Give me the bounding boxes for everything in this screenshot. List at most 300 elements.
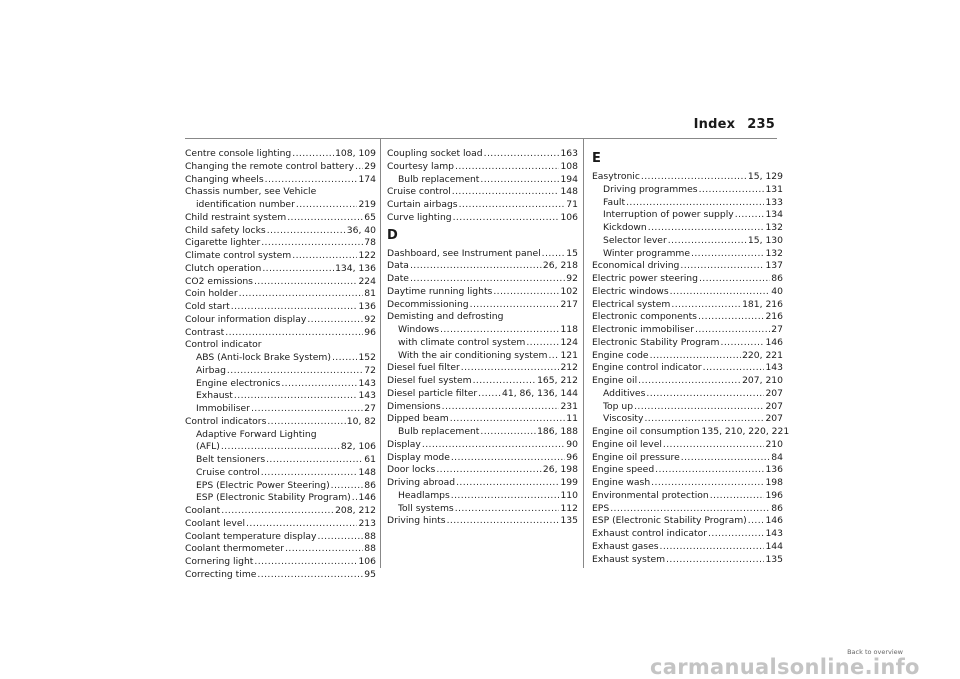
index-entry-pages: 110 — [560, 489, 578, 501]
index-entry-pages: 112 — [560, 502, 578, 514]
index-entry-pages: 95 — [364, 568, 376, 580]
index-entry-pages: 88 — [364, 543, 376, 555]
index-entry-pages: 196 — [765, 489, 783, 501]
index-entry[interactable] — [185, 199, 376, 212]
index-entry[interactable] — [185, 390, 376, 403]
index-entry-term: Child restraint system — [185, 211, 287, 223]
index-entry-pages: 208, 212 — [335, 505, 376, 516]
index-entry-pages: 220, 221 — [742, 349, 783, 361]
index-entry[interactable] — [185, 225, 376, 238]
dot-leader — [352, 492, 358, 505]
index-entry-pages: 26, 218 — [542, 260, 578, 272]
index-entry[interactable] — [592, 452, 783, 465]
index-entry[interactable] — [185, 174, 376, 187]
dot-leader — [480, 174, 559, 187]
index-entry-term: Decommissioning — [387, 298, 469, 310]
index-entry-pages: 86 — [771, 273, 783, 284]
dot-leader — [641, 171, 747, 184]
dot-leader — [227, 365, 363, 378]
index-entry[interactable] — [592, 464, 783, 477]
index-entry-term: Driving hints — [387, 515, 446, 527]
index-entry[interactable] — [592, 235, 783, 248]
index-entry[interactable] — [185, 531, 376, 544]
index-entry-term: Dimensions — [387, 400, 441, 412]
dot-leader — [239, 288, 364, 301]
index-entry[interactable] — [387, 464, 578, 477]
index-entry-term: Windows — [398, 324, 440, 335]
dot-leader — [451, 452, 565, 465]
index-entry[interactable] — [592, 426, 790, 439]
index-entry[interactable] — [592, 413, 783, 426]
index-entry[interactable] — [185, 378, 376, 391]
index-entry-pages: 118 — [560, 324, 578, 335]
index-entry[interactable] — [592, 362, 783, 375]
dot-leader — [410, 260, 542, 273]
column-divider — [583, 138, 584, 568]
dot-leader — [251, 403, 363, 416]
dot-leader — [671, 299, 741, 312]
dot-leader — [267, 416, 345, 429]
index-entry-term: Date — [387, 273, 409, 284]
index-entry[interactable] — [387, 286, 578, 299]
index-entry[interactable] — [387, 477, 578, 490]
index-entry[interactable] — [387, 503, 578, 516]
index-entry[interactable] — [185, 365, 376, 378]
index-entry-term: Display mode — [387, 451, 450, 463]
index-entry-term: Engine control indicator — [592, 362, 702, 374]
index-entry[interactable] — [387, 350, 578, 363]
index-entry-term: Electric windows — [592, 285, 669, 297]
dot-leader — [267, 225, 346, 238]
dot-leader — [691, 248, 764, 261]
index-entry[interactable] — [185, 161, 376, 174]
index-entry[interactable] — [387, 401, 578, 414]
index-entry-term: Exhaust gases — [592, 540, 659, 552]
index-entry-term: Changing wheels — [185, 173, 264, 185]
index-entry-pages: 61 — [364, 454, 376, 465]
dot-leader — [670, 286, 771, 299]
index-entry-pages: 146 — [765, 515, 783, 527]
dot-leader — [680, 260, 764, 273]
index-entry-term: Electronic immobiliser — [592, 324, 694, 335]
dot-leader — [332, 352, 358, 365]
index-entry[interactable] — [387, 413, 578, 426]
dot-leader — [703, 362, 765, 375]
index-entry[interactable] — [185, 569, 376, 582]
index-entry-term: Cruise control — [387, 186, 451, 198]
index-entry[interactable] — [185, 212, 376, 225]
index-entry-term: Exhaust — [196, 390, 233, 402]
index-entry[interactable] — [592, 222, 783, 235]
index-entry-term: Display — [387, 438, 421, 450]
index-entry-pages: 198 — [765, 477, 783, 488]
index-entry-pages: 133 — [765, 196, 783, 208]
index-entry-term: Coolant temperature display — [185, 530, 317, 542]
index-entry-pages: 15, 129 — [747, 171, 783, 182]
index-entry[interactable] — [185, 518, 376, 531]
index-entry[interactable] — [387, 375, 578, 388]
dot-leader — [699, 273, 770, 286]
dot-leader — [650, 350, 742, 363]
index-entry-pages: 207 — [765, 387, 783, 399]
index-entry-term: Courtesy lamp — [387, 160, 454, 172]
index-entry[interactable] — [387, 148, 578, 161]
dot-leader — [548, 350, 559, 363]
index-entry-pages: 88 — [364, 530, 376, 542]
index-entry-pages: 72 — [364, 364, 376, 376]
index-entry-pages: 210 — [765, 438, 783, 450]
dot-leader — [456, 477, 559, 490]
index-entry-term: Cigarette lighter — [185, 237, 261, 249]
index-entry-term: Winter programme — [603, 247, 691, 259]
index-entry-term: Control indicators — [185, 415, 267, 427]
column-divider — [380, 138, 381, 568]
index-entry-pages: 65 — [364, 211, 376, 223]
index-entry-pages: 143 — [765, 362, 783, 374]
index-entry-pages: 27 — [364, 403, 376, 414]
dot-leader — [451, 490, 560, 503]
dot-leader — [655, 464, 764, 477]
index-entry-term: Coolant level — [185, 517, 246, 529]
index-entry-term: Interruption of power supply — [603, 209, 734, 221]
index-entry[interactable] — [185, 492, 376, 505]
index-entry[interactable] — [592, 490, 783, 503]
index-entry-pages: 212 — [560, 362, 578, 374]
index-entry[interactable] — [592, 273, 783, 286]
index-entry[interactable] — [185, 148, 376, 161]
index-entry[interactable] — [387, 299, 578, 312]
dot-leader — [484, 148, 560, 161]
index-entry[interactable] — [592, 350, 783, 363]
dot-leader — [261, 467, 358, 480]
dot-leader — [296, 199, 358, 212]
index-entry[interactable] — [185, 403, 376, 416]
index-entry-term: Data — [387, 260, 409, 272]
index-entry-pages: 207 — [765, 400, 783, 412]
dot-leader — [526, 337, 559, 350]
index-entry[interactable] — [185, 556, 376, 569]
index-entry-pages: 181, 216 — [742, 298, 783, 310]
dot-leader — [646, 388, 764, 401]
dot-leader — [450, 413, 566, 426]
index-entry-pages: 143 — [358, 377, 376, 389]
dot-leader — [307, 314, 363, 327]
index-entry-pages: 165, 212 — [537, 375, 578, 386]
index-entry-term: CO2 emissions — [185, 275, 253, 287]
index-entry-term: Daytime running lights — [387, 285, 493, 297]
index-entry-term: Clutch operation — [185, 262, 262, 274]
index-entry[interactable] — [592, 528, 783, 541]
index-entry-pages: 144 — [765, 540, 783, 552]
index-entry-term: Diesel particle filter — [387, 387, 478, 399]
index-entry[interactable] — [387, 324, 578, 337]
index-entry[interactable] — [387, 452, 578, 465]
index-entry-term: Cold start — [185, 301, 230, 312]
index-entry-term: Exhaust system — [592, 553, 666, 565]
dot-leader — [708, 528, 764, 541]
index-entry-term: Environmental protection — [592, 489, 709, 501]
index-entry-term: Diesel fuel system — [387, 375, 472, 386]
index-entry[interactable] — [387, 439, 578, 452]
index-entry-term: With the air conditioning system — [398, 349, 548, 361]
dot-leader — [735, 209, 765, 222]
dot-leader — [455, 503, 560, 516]
index-entry-term: Economical driving — [592, 260, 680, 272]
index-entry[interactable] — [592, 503, 783, 516]
index-entry[interactable] — [185, 314, 376, 327]
index-entry-term: Child safety locks — [185, 224, 266, 236]
index-entry-pages: 132 — [765, 247, 783, 259]
index-entry-pages: 86 — [771, 502, 783, 514]
index-entry-term: Coolant — [185, 505, 221, 516]
index-entry[interactable] — [185, 237, 376, 250]
dot-leader — [626, 197, 764, 210]
dot-leader — [698, 311, 764, 324]
index-entry-pages: 231 — [560, 400, 578, 412]
dot-leader — [455, 161, 559, 174]
index-entry-pages: 26, 198 — [542, 464, 578, 476]
dot-leader — [355, 161, 363, 174]
index-entry-pages: 106 — [358, 556, 376, 567]
dot-leader — [292, 250, 357, 263]
index-entry-pages: 102 — [560, 285, 578, 297]
dot-leader — [436, 464, 542, 477]
index-entry-term: Changing the remote control battery — [185, 160, 354, 172]
index-entry[interactable] — [592, 209, 783, 222]
index-letter-heading: E — [592, 151, 601, 166]
dot-leader — [225, 327, 363, 340]
index-entry-pages: 146 — [358, 492, 376, 504]
index-entry-pages: 15 — [566, 247, 578, 259]
index-entry-pages: 137 — [765, 260, 783, 272]
dot-leader — [317, 531, 363, 544]
dot-leader — [478, 388, 501, 401]
index-entry[interactable] — [387, 260, 578, 273]
dot-leader — [257, 569, 363, 582]
index-entry-pages: 29 — [364, 160, 376, 172]
index-entry[interactable] — [592, 477, 783, 490]
index-subheading: Demisting and defrosting — [387, 311, 504, 323]
index-entry-term: EPS — [592, 502, 610, 514]
index-entry[interactable] — [592, 197, 783, 210]
index-entry-pages: 40 — [771, 285, 783, 297]
dot-leader — [634, 401, 764, 414]
dot-leader — [473, 375, 536, 388]
index-entry[interactable] — [387, 515, 578, 528]
dot-leader — [710, 490, 765, 503]
index-entry[interactable] — [185, 505, 376, 518]
index-entry[interactable] — [387, 199, 578, 212]
dot-leader — [266, 454, 363, 467]
index-entry[interactable] — [185, 301, 376, 314]
index-entry[interactable] — [185, 416, 376, 429]
index-entry-pages: 207 — [765, 413, 783, 425]
index-subheading: Chassis number, see Vehicle — [185, 186, 317, 198]
index-entry-term: Top up — [603, 400, 634, 412]
index-entry[interactable] — [592, 184, 783, 197]
index-entry[interactable] — [387, 161, 578, 174]
index-entry-term: Easytronic — [592, 171, 640, 182]
index-entry[interactable] — [387, 174, 578, 187]
index-entry-pages: 81 — [364, 288, 376, 300]
index-entry[interactable] — [387, 426, 578, 439]
dot-leader — [668, 235, 747, 248]
index-entry-pages: 148 — [560, 186, 578, 198]
index-entry-pages: 121 — [560, 349, 578, 361]
watermark: carmanualsonline.info — [650, 655, 920, 679]
index-entry-pages: 27 — [771, 324, 783, 335]
index-entry-term: Fault — [603, 196, 626, 208]
dot-leader — [254, 556, 357, 569]
index-entry-pages: 219 — [358, 199, 376, 210]
index-entry-pages: 136 — [765, 464, 783, 476]
index-entry-term: Contrast — [185, 326, 225, 338]
index-entry[interactable] — [387, 337, 578, 350]
dot-leader — [453, 212, 560, 225]
index-entry-pages: 132 — [765, 222, 783, 233]
index-entry-pages: 213 — [358, 517, 376, 529]
index-entry[interactable] — [185, 454, 376, 467]
index-entry[interactable] — [185, 467, 376, 480]
index-entry-term: ABS (Anti-lock Brake System) — [196, 352, 331, 363]
index-entry[interactable] — [592, 286, 783, 299]
index-entry[interactable] — [592, 541, 783, 554]
index-entry[interactable] — [592, 337, 783, 350]
dot-leader — [470, 299, 560, 312]
page-number: 235 — [747, 117, 775, 132]
index-entry-term: Driving programmes — [603, 183, 698, 195]
index-entry-pages: 96 — [566, 451, 578, 463]
index-entry[interactable] — [592, 554, 783, 567]
index-entry-term: Belt tensioners — [196, 454, 266, 465]
index-entry[interactable] — [592, 401, 783, 414]
dot-leader — [699, 184, 765, 197]
index-entry[interactable] — [185, 263, 376, 276]
index-entry[interactable] — [185, 250, 376, 263]
index-entry-pages: 224 — [358, 275, 376, 287]
index-entry[interactable] — [185, 327, 376, 340]
dot-leader — [265, 174, 358, 187]
index-entry[interactable] — [592, 324, 783, 337]
index-entry-pages: 11 — [566, 413, 578, 425]
index-entry[interactable] — [185, 480, 376, 493]
dot-leader — [331, 480, 364, 493]
index-entry-term: Colour information display — [185, 313, 307, 325]
index-entry[interactable] — [592, 171, 783, 184]
index-entry-term: Coin holder — [185, 288, 238, 300]
index-column-2 — [387, 148, 578, 528]
dot-leader — [254, 276, 358, 289]
index-entry[interactable] — [592, 311, 783, 324]
index-entry[interactable] — [185, 543, 376, 556]
index-entry[interactable] — [185, 352, 376, 365]
dot-leader — [681, 452, 771, 465]
index-entry[interactable] — [592, 248, 783, 261]
index-entry[interactable] — [185, 288, 376, 301]
index-entry-pages: 135, 210, 220, 221 — [701, 426, 790, 437]
index-entry[interactable] — [592, 375, 783, 388]
index-entry-term: Diesel fuel filter — [387, 362, 460, 374]
index-entry-term: Airbag — [196, 364, 226, 376]
index-entry-term: Engine electronics — [196, 377, 281, 389]
index-entry-term: Viscosity — [603, 413, 644, 425]
index-entry-pages: 71 — [566, 199, 578, 210]
dot-leader — [221, 505, 334, 518]
index-entry-term: Climate control system — [185, 250, 292, 261]
index-entry-term: Headlamps — [398, 489, 450, 501]
index-entry-term: with climate control system — [398, 336, 526, 348]
dot-leader — [480, 426, 536, 439]
index-entry[interactable] — [592, 388, 783, 401]
index-entry-pages: 152 — [358, 352, 376, 363]
dot-leader — [292, 148, 334, 161]
dot-leader — [234, 390, 358, 403]
index-entry-term: Driving abroad — [387, 477, 456, 488]
index-entry-pages: 134 — [765, 209, 783, 221]
index-entry[interactable] — [387, 388, 578, 401]
index-entry[interactable] — [185, 441, 376, 454]
index-entry[interactable] — [592, 299, 783, 312]
index-entry-pages: 90 — [566, 438, 578, 450]
index-entry-term: Curve lighting — [387, 211, 452, 223]
index-entry-pages: 207, 210 — [742, 375, 783, 386]
index-entry[interactable] — [387, 212, 578, 225]
dot-leader — [221, 441, 340, 454]
index-entry-pages: 84 — [771, 451, 783, 463]
index-entry-term: Cruise control — [196, 466, 260, 478]
index-entry-term: Coupling socket load — [387, 148, 483, 159]
index-entry-term: Electronic components — [592, 311, 697, 323]
dot-leader — [452, 186, 560, 199]
index-entry[interactable] — [592, 439, 783, 452]
index-entry-term: Bulb replacement — [398, 173, 480, 185]
dot-leader — [459, 199, 566, 212]
header-rule — [185, 138, 777, 139]
index-entry-pages: 136 — [358, 301, 376, 312]
index-subheading: Adaptive Forward Lighting — [196, 428, 317, 440]
index-entry-term: Selector lever — [603, 234, 667, 246]
index-entry-term: Engine speed — [592, 464, 655, 476]
dot-leader — [721, 337, 765, 350]
index-entry-term: Electric power steering — [592, 273, 698, 284]
index-entry-term: Engine oil pressure — [592, 451, 680, 463]
index-entry[interactable] — [387, 273, 578, 286]
dot-leader — [261, 237, 363, 250]
index-entry[interactable] — [387, 490, 578, 503]
index-entry-pages: 106 — [560, 211, 578, 223]
dot-leader — [422, 439, 565, 452]
index-entry-pages: 135 — [765, 553, 783, 565]
dot-leader — [660, 541, 765, 554]
index-entry[interactable] — [185, 276, 376, 289]
index-entry[interactable] — [387, 248, 578, 261]
index-entry-term: Cornering light — [185, 556, 254, 567]
index-entry-pages: 122 — [358, 250, 376, 261]
dot-leader — [648, 222, 765, 235]
index-entry-term: Electrical system — [592, 298, 671, 310]
index-entry-pages: 96 — [364, 326, 376, 338]
dot-leader — [287, 212, 363, 225]
index-entry-pages: 15, 130 — [747, 234, 783, 246]
index-entry-pages: 131 — [765, 183, 783, 195]
index-entry[interactable] — [387, 362, 578, 375]
index-entry[interactable] — [387, 186, 578, 199]
back-to-overview-link[interactable]: Back to overview — [847, 648, 903, 656]
dot-leader — [695, 324, 770, 337]
index-entry[interactable] — [592, 260, 783, 273]
dot-leader — [610, 503, 770, 516]
index-entry[interactable] — [592, 515, 783, 528]
